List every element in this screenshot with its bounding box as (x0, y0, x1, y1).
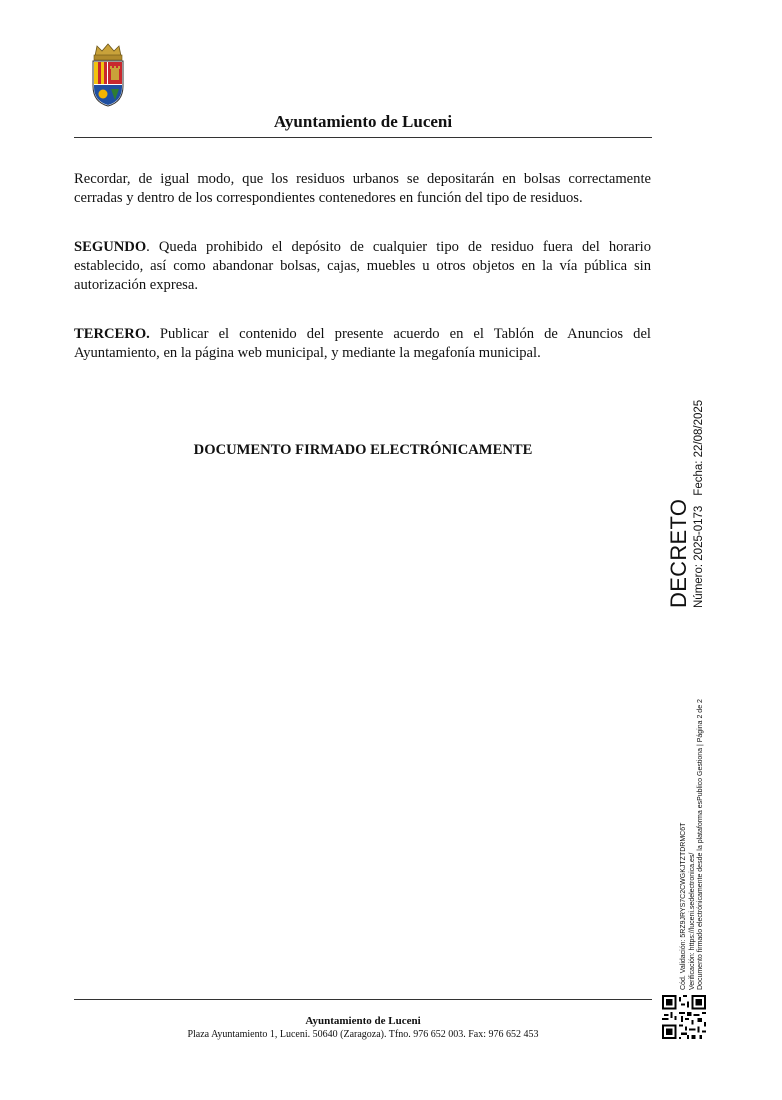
paragraph-third-text: Publicar el contenido del presente acuerdo en el Tablón de Anuncios del Ayuntamiento, en la página web municipal, y mediante la megafonía municipal. (74, 326, 651, 361)
paragraph-second (74, 238, 651, 295)
footer-divider (74, 999, 652, 1000)
verification-block (680, 668, 712, 990)
decree-label: DECRETO (666, 498, 691, 608)
signed-notice: DOCUMENTO FIRMADO ELECTRÓNICAMENTE (193, 442, 533, 458)
decree-stamp (668, 396, 708, 608)
paragraph-reminder: Recordar, de igual modo, que los residuos urbanos se depositarán en bolsas correctamente cerradas y dentro de los correspondientes contenedores en función del tipo de residuos. (74, 171, 651, 206)
verification-url: Verificación: https://luceni.sedelectronica.es/ (688, 852, 696, 990)
footer-organization: Ayuntamiento de Luceni (305, 1015, 421, 1027)
footer-address: Plaza Ayuntamiento 1, Luceni. 50640 (Zaragoza). Tfno. 976 652 003. Fax: 976 652 453 (187, 1029, 539, 1040)
paragraph-third (74, 325, 651, 363)
decree-date: Fecha: 22/08/2025 (693, 399, 705, 496)
document-body (74, 170, 651, 363)
coat-of-arms-logo (89, 42, 127, 108)
paragraph-third-lead: TERCERO. (74, 326, 150, 342)
validation-code: Cód. Validación: 5RZ9JRYS7C2CWGKJTZTDRMC6T (680, 822, 687, 990)
signature-platform-note: Documento firmado electrónicamente desde la plataforma esPublico Gestiona | Página 2 de 2 (697, 699, 704, 990)
decree-number: Número: 2025-0173 (693, 505, 705, 608)
page-title: Ayuntamiento de Luceni (273, 112, 453, 131)
decree-meta (692, 396, 706, 608)
paragraph-second-lead: SEGUNDO (74, 239, 147, 255)
header-divider (74, 137, 652, 138)
paragraph-second-text: . Queda prohibido el depósito de cualquier tipo de residuo fuera del horario establecido, así como abandonar bolsas, cajas, muebles u otros objetos en la vía pública sin autorización expresa. (74, 239, 651, 293)
